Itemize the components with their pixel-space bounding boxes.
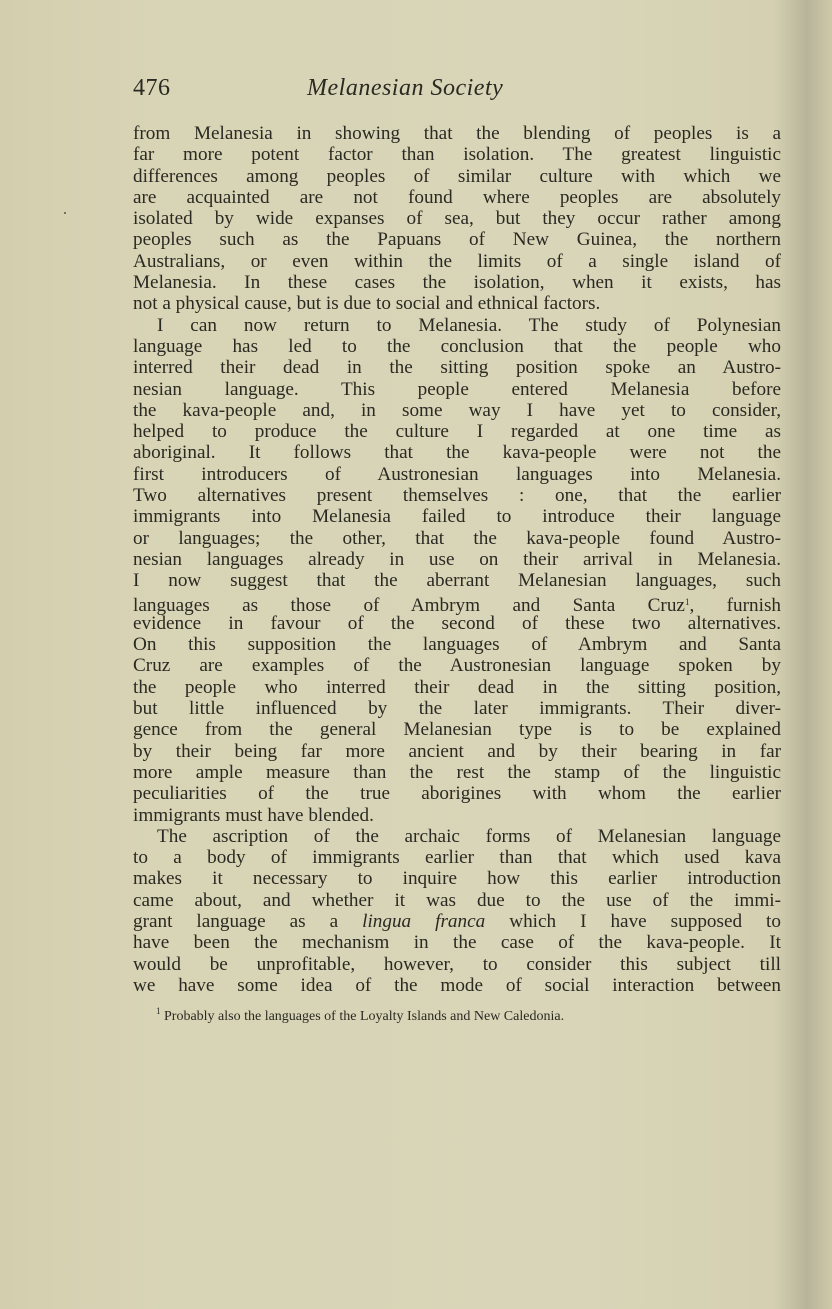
text-line: differences among peoples of similar culture with which we (133, 165, 781, 187)
page-number: 476 (133, 75, 171, 101)
text-line: would be unprofitable, however, to consider this subject till (133, 953, 781, 975)
text-line: On this supposition the languages of Ambrym and Santa (133, 634, 781, 656)
text-line: nesian language. This people entered Melanesia before (133, 378, 781, 400)
text-line: aboriginal. It follows that the kava-people were not the (133, 442, 781, 464)
text-line: language has led to the conclusion that the people who (133, 335, 781, 357)
line-text: which I have supposed to (485, 910, 781, 932)
text-line: nesian languages already in use on their arrival in Melanesia. (133, 548, 781, 570)
text-line: first introducers of Austronesian languages into Melanesia. (133, 463, 781, 485)
text-line: Two alternatives present themselves : one, that the earlier (133, 485, 781, 507)
line-text: languages as those of Ambrym and Santa Cruz (133, 594, 685, 616)
running-title: Melanesian Society (307, 75, 504, 101)
footnote-reference[interactable]: 1 (684, 596, 690, 607)
text-line: interred their dead in the sitting position spoke an Austro- (133, 357, 781, 379)
italic-term-lingua-franca: lingua franca (362, 910, 486, 932)
text-line: I now suggest that the aberrant Melanesian languages, such (133, 570, 781, 592)
text-line: came about, and whether it was due to the use of the immi- (133, 889, 781, 911)
footnote (133, 1002, 781, 1026)
running-head (133, 75, 781, 109)
text-line: Australians, or even within the limits of a single island of (133, 250, 781, 272)
text-line: by their being far more ancient and by their bearing in far (133, 740, 781, 762)
text-line: peculiarities of the true aborigines with whom the earlier (133, 783, 781, 805)
text-line: peoples such as the Papuans of New Guinea, the northern (133, 229, 781, 251)
footnote-marker: 1 (156, 1006, 161, 1017)
text-line: the kava-people and, in some way I have yet to consider, (133, 399, 781, 421)
text-line: the people who interred their dead in the sitting position, (133, 676, 781, 698)
text-line-with-footnote-ref (133, 592, 782, 616)
text-line: immigrants must have blended. (133, 804, 374, 826)
text-line: to a body of immigrants earlier than that which used kava (133, 847, 781, 869)
margin-speck (64, 212, 66, 214)
text-line: are acquainted are not found where peoples are absolutely (133, 186, 781, 208)
text-line: but little influenced by the later immigrants. Their diver- (133, 698, 781, 720)
text-line: far more potent factor than isolation. The greatest linguistic (133, 144, 781, 166)
text-line: immigrants into Melanesia failed to introduce their language (133, 506, 781, 528)
body-text (133, 123, 781, 996)
text-line: makes it necessary to inquire how this earlier introduction (133, 868, 781, 890)
text-line: helped to produce the culture I regarded at one time as (133, 421, 781, 443)
book-page (133, 75, 781, 1026)
line-text: grant language as a (133, 910, 363, 932)
text-line: Cruz are examples of the Austronesian language spoken by (133, 655, 781, 677)
text-line: Melanesia. In these cases the isolation, when it exists, has (133, 272, 781, 294)
footnote-text: Probably also the languages of the Loyalty Islands and New Caledonia. (164, 1009, 565, 1025)
paragraph-start-line: The ascription of the archaic forms of Melanesian language (157, 825, 781, 847)
text-line: we have some idea of the mode of social interaction between (133, 974, 781, 996)
text-line: not a physical cause, but is due to social and ethnical factors. (133, 293, 601, 315)
line-text: , furnish (689, 594, 782, 616)
text-line: gence from the general Melanesian type is to be explained (133, 719, 781, 741)
text-line-with-italic (133, 911, 781, 932)
text-line: have been the mechanism in the case of the kava-people. It (133, 932, 781, 954)
text-line: from Melanesia in showing that the blending of peoples is a (133, 123, 781, 144)
text-line: more ample measure than the rest the stamp of the linguistic (133, 761, 781, 783)
text-line: or languages; the other, that the kava-people found Austro- (133, 527, 781, 549)
text-line: isolated by wide expanses of sea, but they occur rather among (133, 208, 781, 230)
paragraph-start-line: I can now return to Melanesia. The study of Polynesian (157, 314, 781, 336)
text-line: evidence in favour of the second of these two alternatives. (133, 612, 781, 634)
